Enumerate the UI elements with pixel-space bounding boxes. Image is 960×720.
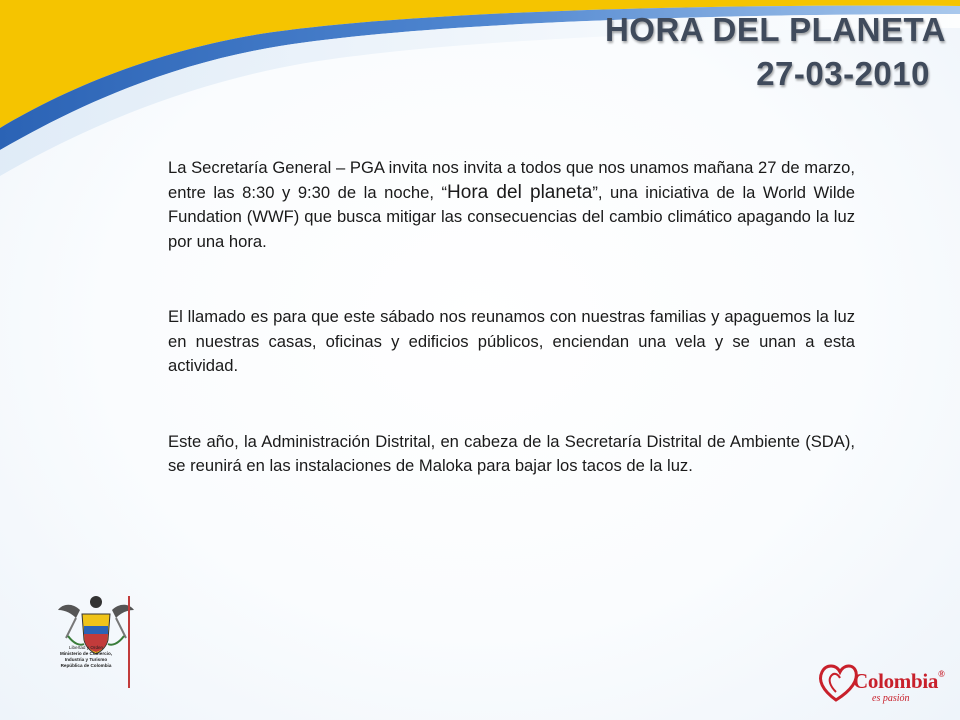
coat-of-arms-icon (46, 588, 146, 698)
ministry-line-1: Ministerio de Comercio, (59, 651, 113, 656)
title-date: 27-03-2010 (756, 55, 930, 92)
brand-name (853, 669, 945, 694)
paragraph-1-text-start: La Secretaría General – PGA invita nos invita a todos que nos unamos mañana 27 de marzo, entre las 8:30 y 9:30 de la noche, “ (168, 158, 855, 202)
title-line-1: HORA DEL PLANETA (604, 11, 946, 48)
paragraph-3: Este año, la Administración Distrital, en cabeza de la Secretaría Distrital de Ambiente (SDA), se reunirá en las instalaciones de Maloka para bajar los tacos de la luz. (168, 431, 855, 475)
brand-word: Colombia (853, 669, 939, 693)
brand-registered: ® (938, 669, 945, 679)
paragraph-1-text-end: ”, una iniciativa de la World Wilde Fundation (WWF) que busca mitigar las consecuencias del cambio climático apagando la luz por una hora. (168, 182, 855, 251)
logo-divider (128, 596, 130, 688)
ministry-motto: Libertad y Orden (68, 645, 104, 650)
ministry-caption (44, 645, 128, 669)
paragraph-1-emphasis: Hora del planeta (447, 181, 593, 203)
paragraph-1 (168, 156, 855, 254)
ministry-line-3: República de Colombia (60, 663, 112, 668)
brand-tagline: es pasión (872, 693, 910, 704)
ministry-line-2: Industria y Turismo (64, 657, 108, 662)
paragraph-2: El llamado es para que este sábado nos reunamos con nuestras familias y apaguemos la luz en nuestras casas, oficinas y edificios públicos, enciendan una vela y se unan a esta actividad. (168, 307, 855, 375)
page-title (605, 8, 946, 96)
announcement-body (168, 156, 855, 479)
